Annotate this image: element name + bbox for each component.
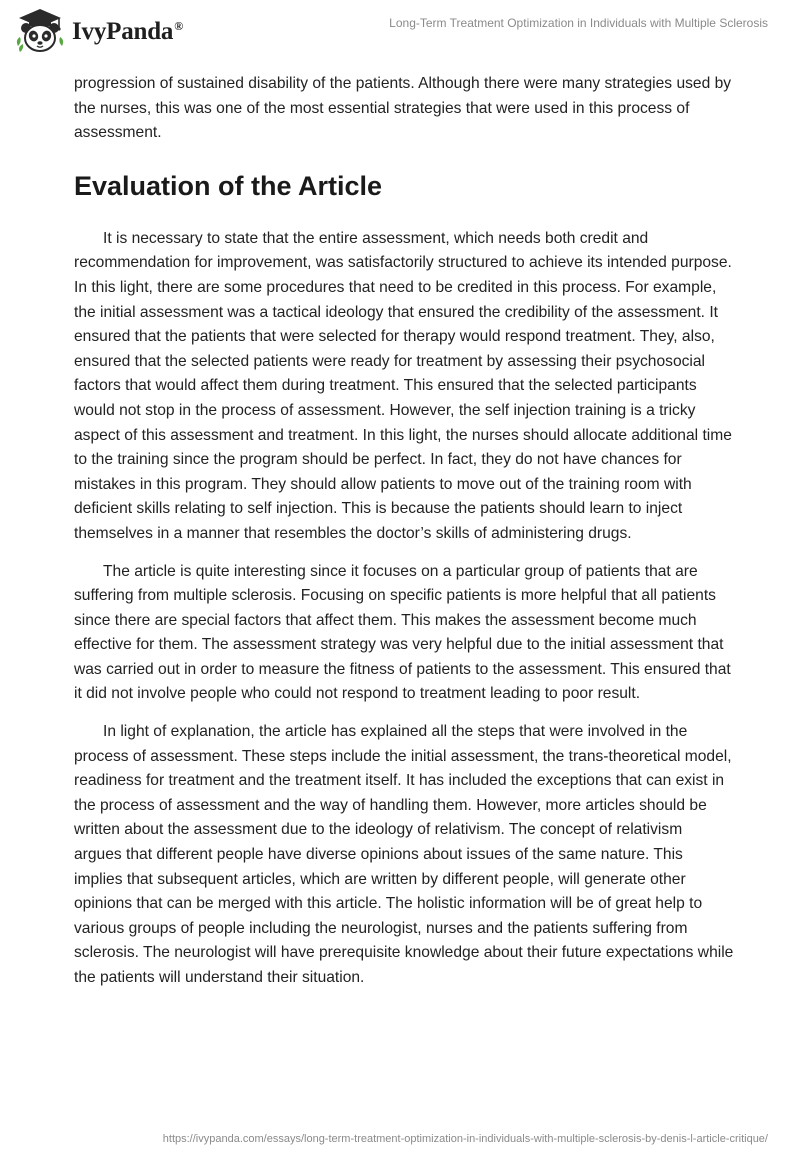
body-paragraph-3: In light of explanation, the article has explained all the steps that were involved in the process of assessment. These steps include the initial assessment, the trans-theoretical model, readiness for treatment and the treatment itself. It has included the exceptions that can exist in the process of assessment and the way of handling them. However, more articles should be written about the assessment due to the ideology of relativism. The concept of relativism argues that different people have diverse opinions about issues of the same nature. This implies that subsequent articles, which are written by different people, will generate other opinions that can be merged with this article. The holistic information will be of great help to various groups of people including the neurologist, nurses and the patients suffering from sclerosis. The neurologist will have prerequisite knowledge about their future expectations while the patients will understand their situation. (74, 723, 734, 986)
document-running-title: Long-Term Treatment Optimization in Individuals with Multiple Sclerosis (389, 16, 768, 30)
panda-graduate-icon (14, 6, 66, 58)
body-paragraph-2: The article is quite interesting since it focuses on a particular group of patients that are suffering from multiple sclerosis. Focusing on specific patients is more helpful that all patients since there are special factors that affect them. This makes the assessment become much effective for them. The assessment strategy was very helpful due to the initial assessment that was carried out in order to measure the fitness of patients to the assessment. This ensured that it did not involve people who could not respond to treatment leading to poor result. (74, 562, 731, 703)
ivypanda-logo[interactable] (14, 6, 183, 58)
body-paragraph-1: It is necessary to state that the entire assessment, which needs both credit and recommendation for improvement, was satisfactorily structured to achieve its intended purpose. In this light, there are some procedures that need to be credited in this process. For example, the initial assessment was a tactical ideology that ensured the credibility of the assessment. It ensured that the patients that were selected for therapy would respond treatment. They, also, ensured that the selected patients were ready for treatment by assessing their psychosocial factors that would affect them during treatment. This ensured that the selected participants would not stop in the process of assessment. However, the self injection training is a tricky aspect of this assessment and treatment. In this light, the nurses should allocate additional time to the training since the program should be perfect. In fact, they do not have chances for mistakes in this program. They should allow patients to move out of the training room with deficient skills relating to self injection. This is because the patients should learn to inject themselves in a manner that resembles the doctor’s skills of administering drugs. (74, 229, 732, 542)
source-url[interactable]: https://ivypanda.com/essays/long-term-treatment-optimization-in-individuals-with-multiple-sclerosis-by-denis-l-article-critique/ (162, 1133, 768, 1145)
section-heading: Evaluation of the Article (74, 170, 383, 201)
page-header (0, 0, 800, 72)
intro-paragraph: progression of sustained disability of the patients. Although there were many strategies used by the nurses, this was one of the most essential strategies that were used in this process of assessment. (74, 75, 732, 142)
article-body (74, 72, 734, 1004)
brand-name: IvyPanda® (72, 18, 183, 45)
